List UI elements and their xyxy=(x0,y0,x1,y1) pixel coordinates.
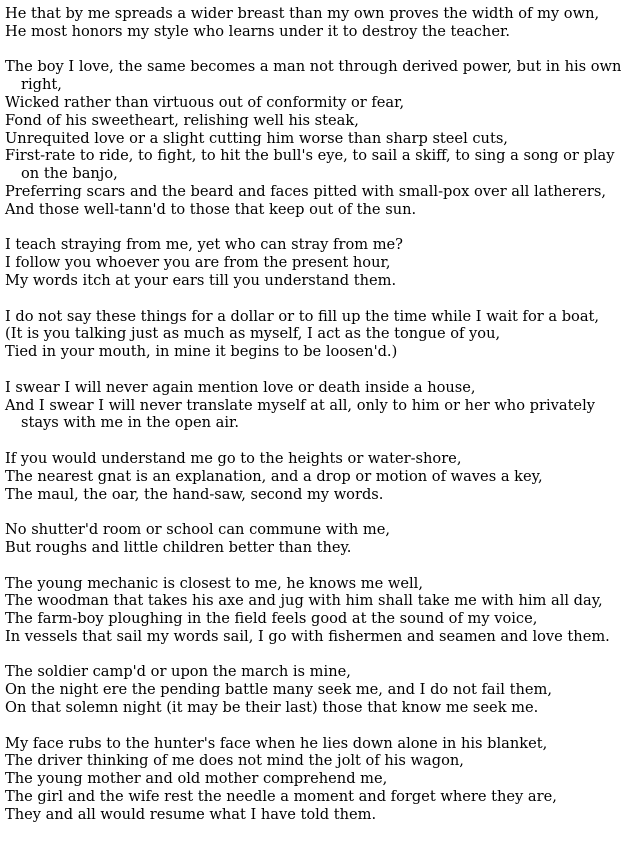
stanza xyxy=(5,5,627,41)
poem-line: (It is you talking just as much as myself, I act as the tongue of you, xyxy=(5,325,501,343)
poem-line: And I swear I will never translate myself at all, only to him or her who privately stays with me in the open air. xyxy=(5,396,595,432)
stanza xyxy=(5,308,627,361)
poem-line: My face rubs to the hunter's face when he lies down alone in his blanket, xyxy=(5,734,548,752)
poem-line: Wicked rather than virtuous out of conformity or fear, xyxy=(5,93,405,111)
poem-line: But roughs and little children better than they. xyxy=(5,538,352,556)
poem-line: I do not say these things for a dollar or to fill up the time while I wait for a boat, xyxy=(5,307,600,325)
stanza xyxy=(5,450,627,503)
poem-page xyxy=(5,5,627,841)
stanza xyxy=(5,58,627,218)
poem-line: The young mechanic is closest to me, he knows me well, xyxy=(5,574,423,592)
poem-line: Unrequited love or a slight cutting him worse than sharp steel cuts, xyxy=(5,129,508,147)
poem-line: My words itch at your ears till you understand them. xyxy=(5,271,397,289)
poem-line: In vessels that sail my words sail, I go with fishermen and seamen and love them. xyxy=(5,627,610,645)
poem-line: I swear I will never again mention love or death inside a house, xyxy=(5,378,476,396)
poem-line: The nearest gnat is an explanation, and a drop or motion of waves a key, xyxy=(5,467,543,485)
stanza xyxy=(5,379,627,432)
poem-line: And those well-tann'd to those that keep out of the sun. xyxy=(5,200,417,218)
poem-line: I follow you whoever you are from the present hour, xyxy=(5,254,391,272)
poem-line: I teach straying from me, yet who can stray from me? xyxy=(5,236,404,254)
poem-line: Preferring scars and the beard and faces pitted with small-pox over all latherers, xyxy=(5,182,606,200)
poem-line: The maul, the oar, the hand-saw, second my words. xyxy=(5,485,384,503)
stanza xyxy=(5,236,627,289)
poem-line: The soldier camp'd or upon the march is mine, xyxy=(5,663,351,681)
poem-line: On the night ere the pending battle many seek me, and I do not fail them, xyxy=(5,681,552,699)
poem-line: The girl and the wife rest the needle a moment and forget where they are, xyxy=(5,788,557,806)
poem-line: The young mother and old mother comprehend me, xyxy=(5,770,388,788)
stanza xyxy=(5,735,627,824)
poem-line: Fond of his sweetheart, relishing well his steak, xyxy=(5,111,359,129)
poem-line: First-rate to ride, to fight, to hit the bull's eye, to sail a skiff, to sing a song or play on the banjo, xyxy=(5,147,615,183)
poem-line: The farm-boy ploughing in the field feels good at the sound of my voice, xyxy=(5,610,538,628)
stanza xyxy=(5,521,627,557)
poem-line: If you would understand me go to the heights or water-shore, xyxy=(5,449,462,467)
stanza xyxy=(5,575,627,646)
poem-line: The woodman that takes his axe and jug with him shall take me with him all day, xyxy=(5,592,603,610)
poem-line: He most honors my style who learns under it to destroy the teacher. xyxy=(5,22,510,40)
poem-line: They and all would resume what I have told them. xyxy=(5,805,377,823)
poem-line: No shutter'd room or school can commune with me, xyxy=(5,521,390,539)
poem-line: On that solemn night (it may be their last) those that know me seek me. xyxy=(5,699,539,717)
poem-line: The boy I love, the same becomes a man not through derived power, but in his own right, xyxy=(5,58,622,94)
poem-line: Tied in your mouth, in mine it begins to be loosen'd.) xyxy=(5,343,398,361)
poem-line: The driver thinking of me does not mind the jolt of his wagon, xyxy=(5,752,464,770)
stanza xyxy=(5,663,627,716)
poem-line: He that by me spreads a wider breast than my own proves the width of my own, xyxy=(5,5,600,22)
